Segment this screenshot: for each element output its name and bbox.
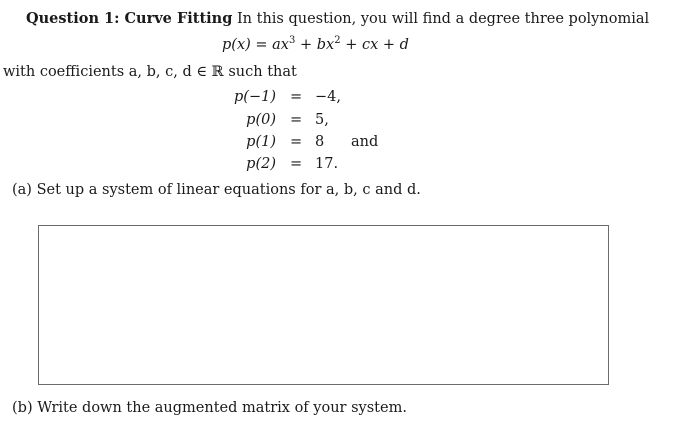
poly-plus-3: + <box>382 37 396 53</box>
part-b-prompt: (b) Write down the augmented matrix of your system. <box>12 400 407 416</box>
condition-and: and <box>351 134 379 150</box>
poly-term-b: bx <box>316 37 335 53</box>
condition-rhs: 8 <box>315 134 325 150</box>
condition-lhs: p(−1) <box>234 89 276 105</box>
question-heading <box>26 10 649 27</box>
question-intro: In this question, you will find a degree three polynomial <box>236 11 650 27</box>
poly-lhs: p(x) <box>222 37 251 53</box>
condition-rhs: −4, <box>315 89 341 105</box>
condition-lhs: p(1) <box>246 134 276 150</box>
poly-eq-sign: = <box>255 37 268 53</box>
part-a-prompt: (a) Set up a system of linear equations for a, b, c and d. <box>12 182 421 198</box>
poly-term-a: ax <box>272 37 289 53</box>
condition-lhs: p(2) <box>246 156 276 172</box>
poly-exp-2: 2 <box>334 35 341 46</box>
condition-rhs: 5, <box>315 112 329 128</box>
condition-eq: = <box>290 156 303 172</box>
condition-eq: = <box>290 134 303 150</box>
poly-plus-2: + <box>345 37 358 53</box>
condition-row <box>0 156 700 176</box>
condition-row <box>0 112 700 132</box>
poly-term-d: d <box>399 37 409 53</box>
condition-eq: = <box>290 112 303 128</box>
condition-row <box>0 89 700 109</box>
answer-box[interactable] <box>38 225 609 385</box>
condition-eq: = <box>290 89 303 105</box>
question-label: Question 1: Curve Fitting <box>26 10 233 27</box>
poly-plus-1: + <box>299 37 313 53</box>
condition-rhs: 17. <box>315 156 339 172</box>
condition-lhs: p(0) <box>246 112 276 128</box>
polynomial-equation <box>222 37 409 53</box>
coefficients-line: with coefficients a, b, c, d ∈ ℝ such that <box>3 64 297 80</box>
poly-exp-3: 3 <box>288 35 296 46</box>
condition-row <box>0 134 700 154</box>
poly-term-c: cx <box>361 37 379 53</box>
